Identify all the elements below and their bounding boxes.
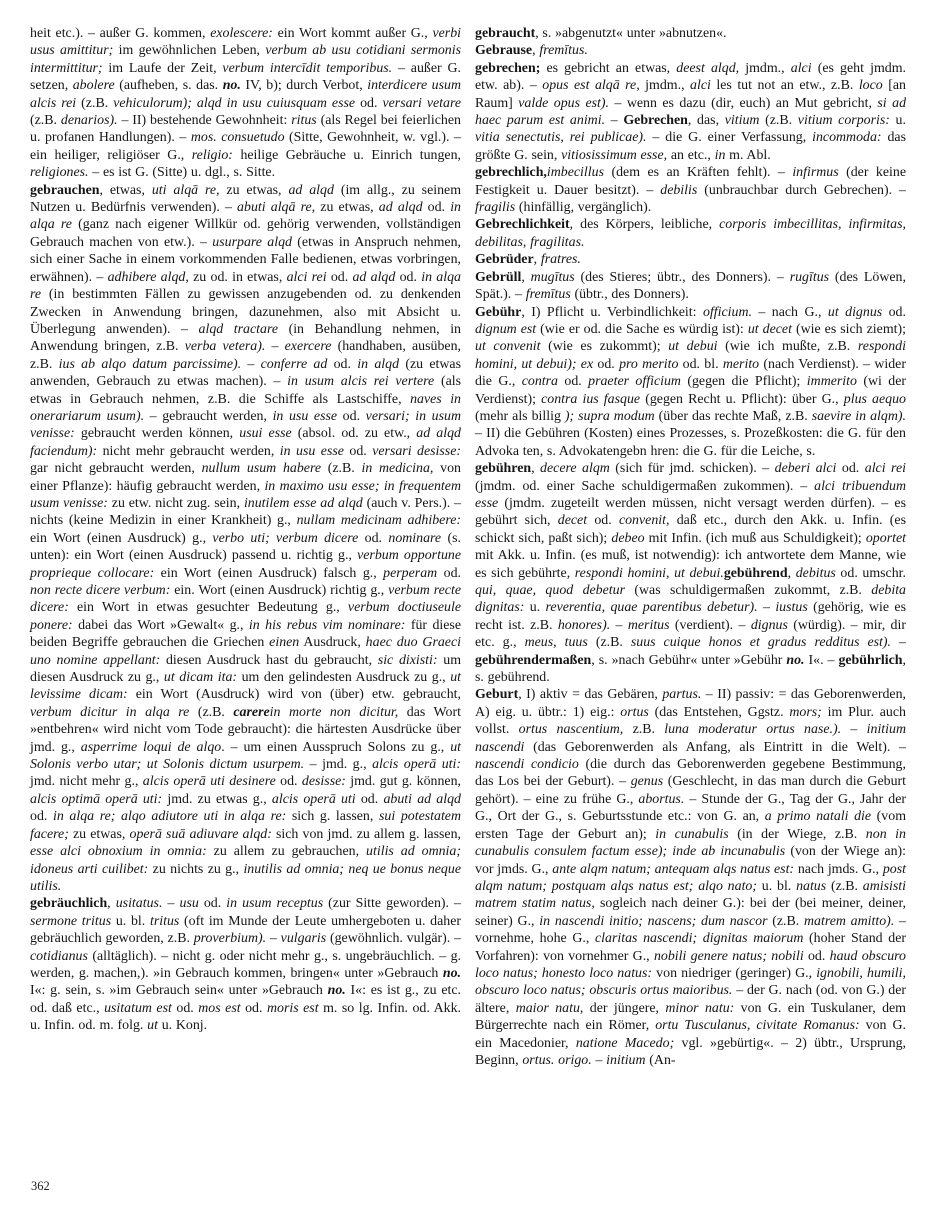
entry-gebruell: Gebrüll, mugītus (des Stieres; übtr., des Donners). – rugītus (des Löwen, Spät.). – fremītus (übtr., des Donners). bbox=[475, 269, 906, 303]
left-column bbox=[30, 25, 461, 1069]
entry-gebrause: Gebrause, fremītus. bbox=[475, 43, 588, 59]
page-number: 362 bbox=[31, 1179, 50, 1193]
entry-gebraeuchlich: gebräuchlich, usitatus. – usu od. in usum receptus (zur Sitte geworden). – sermone tritus u. bl. tritus (oft im Munde der Leute umhergeboten u. daher gebräuchlich geworden, z.B. proverbium). – vulgaris (gewöhnlich. vulgär). – cotidianus (alltäglich). – nicht g. oder nicht mehr g., s. ungebräuchlich. – g. werden, g. machen,). »in Gebrauch kommen, bringen« unter »Gebrauch no. I«: g. sein, s. »im Gebrauch sein« unter »Gebrauch no. I«: es ist g., zu etc. od. daß etc., usitatum est od. mos est od. moris est m. so lg. Infin. od. Akk. u. Infin. od. m. folg. ut u. Konj. bbox=[30, 896, 461, 1034]
entry-gebraucht: gebraucht, s. »abgenutzt« unter »abnutzen«. bbox=[475, 26, 727, 41]
entry-gebrauchen: gebrauchen, etwas, uti alqā re, zu etwas, ad alqd (im allg., zu seinem Nutzen u. Bedürfnis verwenden). – abuti alqā re, zu etwas, ad alqd od. in alqa re (ganz nach eigener Willkür od. gehörig verwenden, vollständigen Gebrauch machen von etw.). – usurpare alqd (etwas in Anspruch nehmen, sich einer Sache in einem vorkommenden Falle bedienen, etwas vorbringen, erwähnen). – adhibere alqd, zu od. in etwas, alci rei od. ad alqd od. in alqa re (in bestimmten Fällen zu gewissen anzugebenden od. zu denkenden Zwecken in Anwendung bringen, dazunehmen, also mit Absicht u. Überlegung anwenden). – alqd tractare (in Behandlung nehmen, in Anwendung bringen, z.B. verba vetera). – exercere (handhaben, ausüben, z.B. ius ab alqo datum parcissime). – conferre ad od. in alqd (zu etwas anwenden, Gebrauch zu etwas machen). – in usum alcis rei vertere (als etwas in Gebrauch nehmen, z.B. die Schiffe als Lastschiffe, naves in onerariarum usum). – gebraucht werden, in usu esse od. versari; in usum venisse: gebraucht werden können, usui esse (absol. od. zu etw., ad alqd faciendum): nicht mehr gebraucht werden, in usu esse od. versari desisse: gar nicht gebraucht werden, nullum usum habere (z.B. in medicina, von einer Pflanze): häufig gebraucht werden, in maximo usu esse; in frequentem usum venisse: zu etw. nicht zug. sein, inutilem esse ad alqd (auch v. Pers.). – nichts (keine Medizin in einer Krankheit) g., nullam medicinam adhibere: ein Wort (einen Ausdruck) g., verbo uti; verbum dicere od. nominare (s. unten): ein Wort (einen Ausdruck) passend u. richtig g., verbum opportune proprieque collocare: ein Wort (einen Ausdruck) falsch g., perperam od. non recte dicere verbum: ein. Wort (einen Ausdruck) richtig g., verbum recte dicere: ein Wort in etwas gesuchter Bedeutung g., verbum doctiuseule ponere: dabei das Wort »Gewalt« g., in his rebus vim nominare: für diese beiden Begriffe gebrauchen die Griechen einen Ausdruck, haec duo Graeci uno nomine appellant: diesen Ausdruck hast du gebraucht, sic dixisti: um diesen Ausdruck zu g., ut dicam ita: um den gelindesten Ausdruck zu g., ut levissime dicam: ein Wort (Ausdruck) wird von (über) etw. gebraucht, verbum dicitur in alqa re (z.B. carerein morte non dicitur, das Wort »entbehren« wird nicht vom Tode gebraucht): die härtesten Ausdrücke über jmd. g., asperrime loqui de alqo. – um einen Ausspruch Solons zu g., ut Solonis verbo utar; ut Solonis dictum usurpem. – jmd. g., alcis operā uti: jmd. nicht mehr g., alcis operā uti desinere od. desisse: jmd. gut g. können, alcis optimā operā uti: jmd. zu etwas g., alcis operā uti od. abuti ad alqd od. in alqa re; alqo adiutore uti in alqa re: sich g. lassen, sui potestatem facere; zu etwas, operā suā adiuvare alqd: sich von jmd. zu allem g. lassen, esse alci obnoxium in omnia: zu allem zu gebrauchen, utilis ad omnia; idoneus arti cuilibet: zu nichts zu g., inutilis ad omnia; neq ue bonus neque utilis. bbox=[30, 182, 462, 894]
entry-gebuehren: gebühren, decere alqm (sich für jmd. schicken). – deberi alci od. alci rei (jmdm. od. einer Sache schuldigermaßen zukommen). – alci tribuendum esse (jmdm. zugeteilt werden müssen, nicht versagt werden dürfen). – es gebührt sich, decet od. convenit, daß etc., durch den Akk. u. Infin. (es schickt sich, paßt sich); debeo mit Infin. (ich muß aus Schuldigkeit); oportet mit Akk. u. Infin. (es muß, ist notwendig): ich antwortete dem Manne, wie es sich gebührte, respondi homini, ut debui.gebührend, debitus od. umschr. qui, quae, quod debetur (was schuldigermaßen zukommt, z.B. debita dignitas: u. reverentia, quae parentibus debetur). – iustus (gehörig, wie es recht ist. z.B. honores). – meritus (verdient). – dignus (würdig). – mir, dir etc. g., meus, tuus (z.B. suus cuique honos et gradus redditus est). – gebührendermaßen, s. »nach Gebühr« unter »Gebühr no. I«. – gebührlich, s. gebührend. bbox=[475, 461, 907, 686]
entry-gebrauch-continuation: heit etc.). – außer G. kommen, exolescere: ein Wort kommt außer G., verbi usus amittitur; im gewöhnlichen Leben, verbum ab usu cotidiani sermonis intermittitur; im Laufe der Zeit, verbum intercīdit temporibus. – außer G. setzen, abolere (aufheben, s. das. no. IV, b); durch Verbot, interdicere usum alcis rei (z.B. vehiculorum); alqd in usu cuiusquam esse od. versari vetare (z.B. denarios). – II) bestehende Gewohnheit: ritus (als Regel bei feierlichen u. profanen Handlungen). – mos. consuetudo (Sitte, Gewohnheit, w. vgl.). – ein heiliger, religiöser G., religio: heilige Gebräuche u. Einrich tungen, religiones. – es ist G. (Sitte) u. dgl., s. Sitte. bbox=[30, 26, 462, 181]
entry-geburt: Geburt, I) aktiv = das Gebären, partus. – II) passiv: = das Geborenwerden, A) eig. u. übtr.: 1) eig.: ortus (das Entstehen, Ggstz. mors; im Plur. auch vollst. ortus nascentium, z.B. luna moderatur ortus nase.). – initium nascendi (das Geborenwerden als Anfang, als Eintritt in die Welt). – nascendi condicio (die durch das Geborenwerden gegebene Bestimmung, das Los bei der Geburt). – genus (Geschlecht, in das man durch die Geburt gehört). – eine zu frühe G., abortus. – Stunde der G., Tag der G., Jahr der G., Ort der G., s. Geburtsstunde etc.: von G. an, a primo natali die (vom ersten Tage der Geburt an); in cunabulis (in der Wiege, z.B. non in cunabulis consulem factum esse); inde ab incunabulis (von der Wiege an): vor jmds. G., ante alqm natum; antequam alqs natus est: nach jmds. G., post alqm natum; postquam alqs natus est; alqo nato; u. bl. natus (z.B. amisisti matrem statim natus, sogleich nach deiner G.): bei der (bei meiner, deiner, seiner) G., in nascendi initio; nascens; dum nascor (z.B. matrem amitto). – vornehme, hohe G., claritas nascendi; dignitas maiorum (hoher Stand der Vorfahren): von vornehmer G., nobili genere natus; nobili od. haud obscuro loco natus; honesto loco natus: von niedriger (geringer) G., ignobili, humili, obscuro loco natus; obscuris ortus maioribus. – der G. nach (od. von G.) der ältere, maior natu, der jüngere, minor natu: von G. ein Tuskulaner, dem Bürgerrechte nach ein Römer, ortu Tusculanus, civitate Romanus: von G. ein Macedonier, natione Macedo; vgl. »gebürtig«. – 2) übtr., Ursprung, Beginn, ortus. origo. – initium (An- bbox=[475, 687, 907, 1068]
entry-gebrechlich: gebrechlich,imbecillus (dem es an Kräften fehlt). – infirmus (der keine Festigkeit u. Dauer besitzt). – debilis (unbrauchbar durch Gebrechen). – fragilis (hinfällig, vergänglich). bbox=[475, 165, 907, 216]
right-column bbox=[475, 25, 906, 1069]
text-columns bbox=[30, 25, 906, 1069]
entry-gebrechen: gebrechen; es gebricht an etwas, deest alqd, jmdm., alci (es geht jmdm. etw. ab). – opus est alqā re, jmdm., alci les tut not an etw., z.B. loco [an Raum] valde opus est). – wenn es dazu (dir, euch) an Mut gebricht, si ad haec parum est animi. – Gebrechen, das, vitium (z.B. vitium corporis: u. vitia senectutis, rei publicae). – die G. einer Verfassung, incommoda: das größte G. sein, vitiosissimum esse, an etc., in m. Abl. bbox=[475, 60, 907, 163]
entry-gebrechlichkeit: Gebrechlichkeit, des Körpers, leibliche, corporis imbecillitas, infirmitas, debilitas, fragilitas. bbox=[475, 217, 906, 250]
entry-gebuehr: Gebühr, I) Pflicht u. Verbindlichkeit: officium. – nach G., ut dignus od. dignum est (wie er od. die Sache es würdig ist): ut decet (wie es sich ziemt); ut convenit (wie es zukommt); ut debui (wie ich mußte, z.B. respondi homini, ut debui); ex od. pro merito od. bl. merito (nach Verdienst). – wider die G., contra od. praeter officium (gegen die Pflicht); immerito (wi der Verdienst); contra ius fasque (gegen Recht u. Pflicht): über G., plus aequo (mehr als billig ); supra modum (über das rechte Maß, z.B. saevire in alqm). – II) die Gebühren (Kosten) eines Prozesses, s. Prozeßkosten: die G. für den Advoka ten, s. Advokatengebn hren: die G. für die Leiche, s. bbox=[475, 304, 906, 459]
entry-gebrueder: Gebrüder, fratres. bbox=[475, 252, 581, 268]
